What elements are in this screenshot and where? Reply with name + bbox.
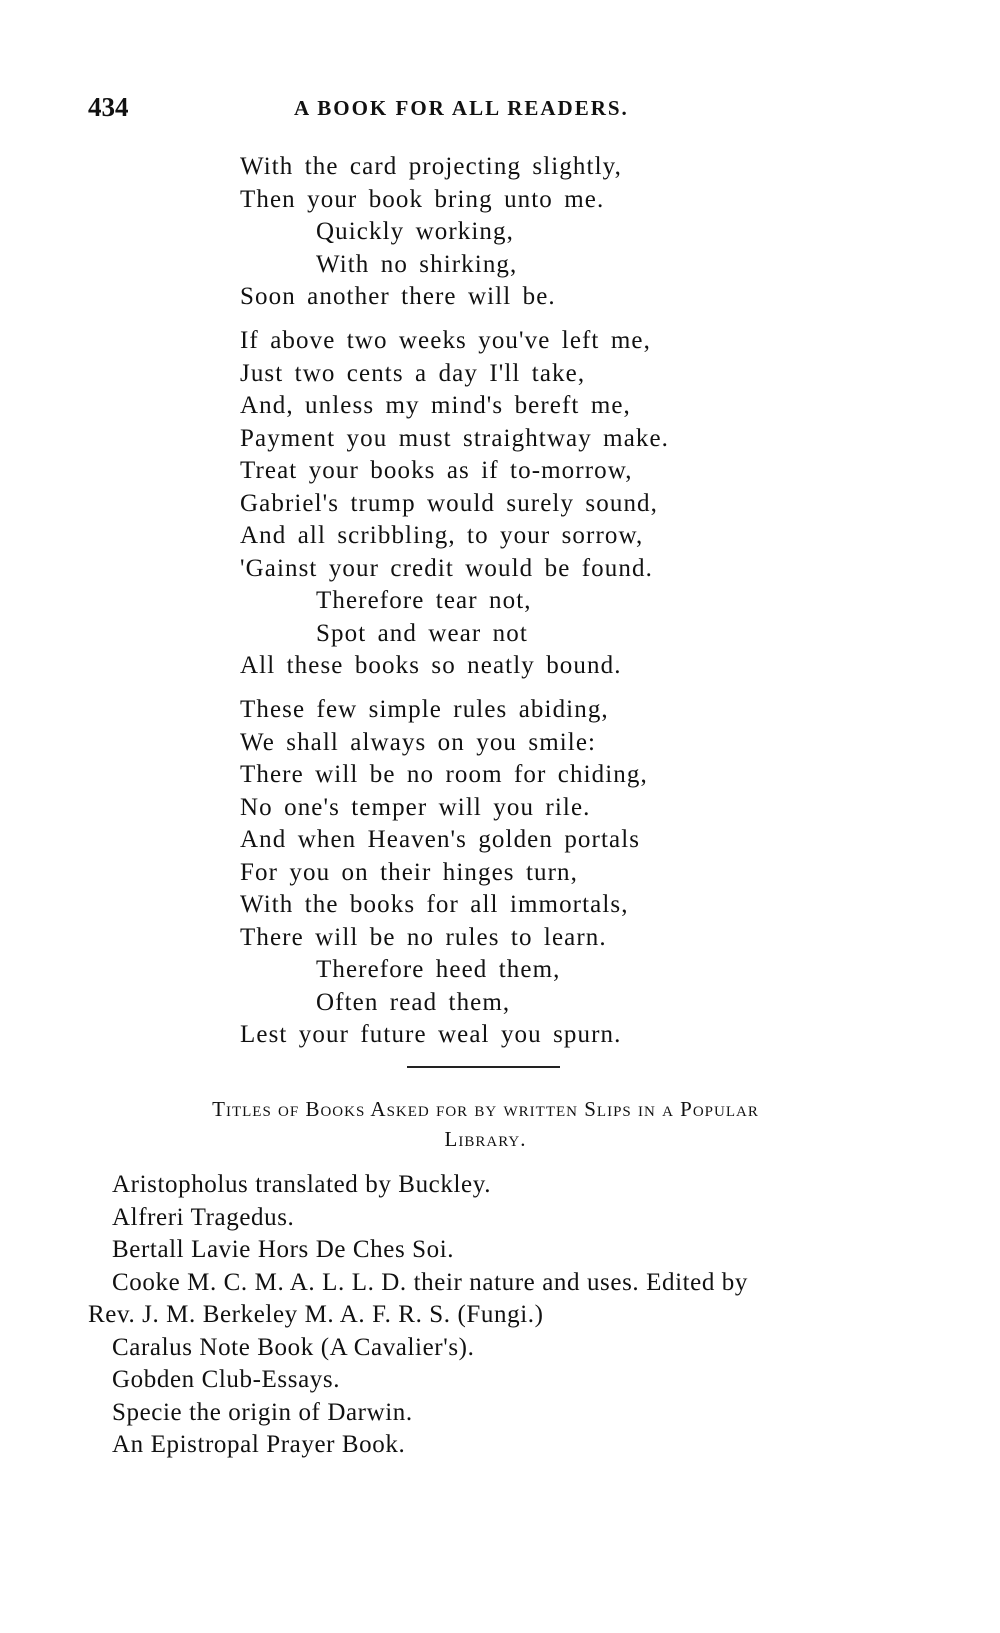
poem-line: And when Heaven's golden portals	[240, 826, 641, 853]
poem-stanza	[240, 151, 622, 314]
poem-line: If above two weeks you've left me,	[240, 327, 651, 354]
poem-line: Therefore heed them,	[316, 956, 561, 983]
poem-line: And, unless my mind's bereft me,	[240, 392, 631, 419]
poem-line: With the books for all immortals,	[240, 891, 629, 918]
poem-line: With no shirking,	[316, 250, 518, 278]
poem-line: All these books so neatly bound.	[240, 652, 622, 679]
list-item: Alfreri Tragedus.	[112, 1203, 295, 1231]
poem-line: These few simple rules abiding,	[240, 696, 609, 723]
poem-line: We shall always on you smile:	[240, 728, 597, 756]
list-item: Caralus Note Book (A Cavalier's).	[112, 1333, 475, 1361]
list-item: Cooke M. C. M. A. L. L. D. their nature and uses. Edited by	[112, 1268, 749, 1296]
section-heading: Titles of Books Asked for by written Slips in a Popular	[212, 1097, 759, 1121]
list-item: Aristopholus translated by Buckley.	[112, 1171, 492, 1198]
poem-line: No one's temper will you rile.	[240, 793, 591, 821]
section-divider	[407, 1066, 560, 1068]
list-item-continuation: Rev. J. M. Berkeley M. A. F. R. S. (Fungi.)	[88, 1301, 544, 1328]
poem-line: Lest your future weal you spurn.	[240, 1021, 622, 1048]
list-item: An Epistropal Prayer Book.	[112, 1431, 406, 1458]
poem-line: Gabriel's trump would surely sound,	[240, 489, 658, 517]
poem-line: Payment you must straightway make.	[240, 424, 670, 452]
poem-line: Spot and wear not	[316, 619, 528, 647]
page-number: 434	[88, 92, 129, 122]
poem-line: Quickly working,	[316, 218, 514, 245]
book-title-list	[88, 1169, 748, 1462]
list-item: Gobden Club-Essays.	[112, 1366, 341, 1393]
poem-line: And all scribbling, to your sorrow,	[240, 522, 644, 549]
poem-line: Often read them,	[316, 988, 511, 1016]
poem-line: 'Gainst your credit would be found.	[240, 554, 653, 582]
list-item: Specie the origin of Darwin.	[112, 1398, 413, 1426]
section-heading-continued: Library.	[444, 1127, 527, 1151]
poem-line: Soon another there will be.	[240, 283, 556, 310]
poem-stanza	[240, 325, 669, 683]
poem-line: Just two cents a day I'll take,	[240, 359, 586, 387]
poem-line: There will be no room for chiding,	[240, 761, 648, 788]
poem-line: Therefore tear not,	[316, 587, 532, 614]
poem-line: Treat your books as if to-morrow,	[240, 457, 633, 484]
list-item: Bertall Lavie Hors De Ches Soi.	[112, 1236, 455, 1263]
poem-line: Then your book bring unto me.	[240, 185, 605, 213]
poem-line: There will be no rules to learn.	[240, 923, 607, 951]
poem-line: For you on their hinges turn,	[240, 858, 578, 886]
poem-line: With the card projecting slightly,	[240, 153, 622, 180]
running-head: A BOOK FOR ALL READERS.	[294, 96, 629, 120]
poem-stanza	[240, 694, 648, 1052]
